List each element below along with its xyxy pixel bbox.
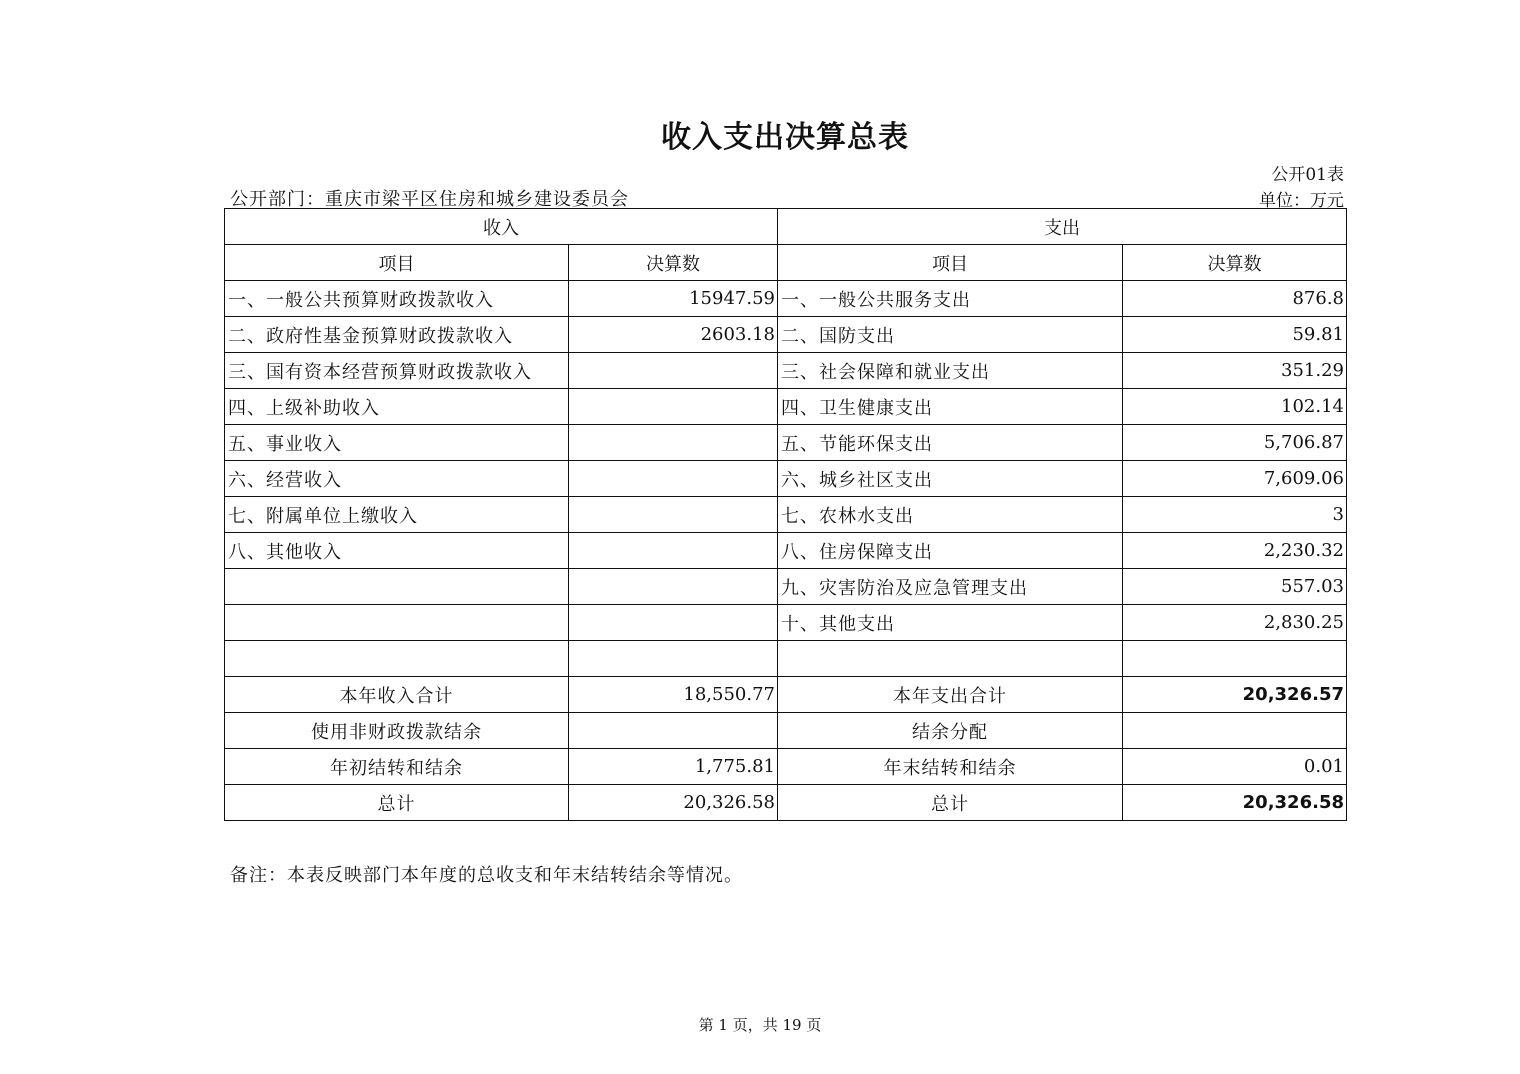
- table-row: [225, 389, 1347, 425]
- income-amount: [569, 461, 778, 497]
- table-row: [225, 641, 1347, 677]
- income-item: 八、其他收入: [225, 533, 569, 569]
- expense-amount: 557.03: [1123, 569, 1347, 605]
- expense-item: 三、社会保障和就业支出: [778, 353, 1123, 389]
- income-amount: [569, 533, 778, 569]
- expense-item: 七、农林水支出: [778, 497, 1123, 533]
- income-item: 七、附属单位上缴收入: [225, 497, 569, 533]
- page-title: 收入支出决算总表: [661, 120, 909, 155]
- income-amount: [569, 497, 778, 533]
- opening-balance-label: 年初结转和结余: [225, 749, 569, 785]
- income-amount: [569, 641, 778, 677]
- income-item: 二、政府性基金预算财政拨款收入: [225, 317, 569, 353]
- table-row: [225, 461, 1347, 497]
- section-header-row: [225, 209, 1347, 245]
- income-amount: [569, 605, 778, 641]
- income-amount-header: 决算数: [569, 245, 778, 281]
- income-item: 四、上级补助收入: [225, 389, 569, 425]
- income-grand-total-amount: 20,326.58: [569, 785, 778, 821]
- summary-row: [225, 785, 1347, 821]
- expense-item: 九、灾害防治及应急管理支出: [778, 569, 1123, 605]
- income-amount: 2603.18: [569, 317, 778, 353]
- expense-amount: 3: [1123, 497, 1347, 533]
- expense-item-header: 项目: [778, 245, 1123, 281]
- income-item: [225, 641, 569, 677]
- income-expense-table: [224, 208, 1347, 821]
- table-row: [225, 533, 1347, 569]
- expense-item: 五、节能环保支出: [778, 425, 1123, 461]
- table-note: 备注：本表反映部门本年度的总收支和年末结转结余等情况。: [230, 865, 743, 886]
- table-row: [225, 353, 1347, 389]
- expense-amount: 5,706.87: [1123, 425, 1347, 461]
- expense-section-header: 支出: [778, 209, 1347, 245]
- expense-total-amount: 20,326.57: [1123, 677, 1347, 713]
- expense-item: 六、城乡社区支出: [778, 461, 1123, 497]
- income-grand-total-label: 总计: [225, 785, 569, 821]
- income-item: 六、经营收入: [225, 461, 569, 497]
- expense-amount: 7,609.06: [1123, 461, 1347, 497]
- expense-amount: 59.81: [1123, 317, 1347, 353]
- balance-distribution-amount: [1123, 713, 1347, 749]
- expense-item: 一、一般公共服务支出: [778, 281, 1123, 317]
- income-total-label: 本年收入合计: [225, 677, 569, 713]
- expense-amount: [1123, 641, 1347, 677]
- income-item: 三、国有资本经营预算财政拨款收入: [225, 353, 569, 389]
- expense-total-label: 本年支出合计: [778, 677, 1123, 713]
- expense-amount-header: 决算数: [1123, 245, 1347, 281]
- closing-balance-label: 年末结转和结余: [778, 749, 1123, 785]
- income-amount: [569, 569, 778, 605]
- expense-amount: 2,830.25: [1123, 605, 1347, 641]
- expense-amount: 2,230.32: [1123, 533, 1347, 569]
- table-row: [225, 425, 1347, 461]
- income-item: [225, 569, 569, 605]
- non-fiscal-balance-amount: [569, 713, 778, 749]
- expense-item: 二、国防支出: [778, 317, 1123, 353]
- page-number: 第 1 页，共 19 页: [698, 1016, 822, 1034]
- income-item: 一、一般公共预算财政拨款收入: [225, 281, 569, 317]
- income-item-header: 项目: [225, 245, 569, 281]
- expense-grand-total-amount: 20,326.58: [1123, 785, 1347, 821]
- expense-item: [778, 641, 1123, 677]
- income-section-header: 收入: [225, 209, 778, 245]
- expense-item: 四、卫生健康支出: [778, 389, 1123, 425]
- expense-item: 十、其他支出: [778, 605, 1123, 641]
- expense-amount: 102.14: [1123, 389, 1347, 425]
- income-amount: [569, 389, 778, 425]
- balance-distribution-label: 结余分配: [778, 713, 1123, 749]
- income-amount: [569, 353, 778, 389]
- income-item: [225, 605, 569, 641]
- expense-item: 八、住房保障支出: [778, 533, 1123, 569]
- summary-row: [225, 713, 1347, 749]
- table-row: [225, 605, 1347, 641]
- table-row: [225, 317, 1347, 353]
- income-amount: [569, 425, 778, 461]
- table-row: [225, 569, 1347, 605]
- non-fiscal-balance-label: 使用非财政拨款结余: [225, 713, 569, 749]
- expense-amount: 876.8: [1123, 281, 1347, 317]
- unit-label: 单位：万元: [1259, 191, 1344, 211]
- summary-row: [225, 749, 1347, 785]
- expense-grand-total-label: 总计: [778, 785, 1123, 821]
- summary-row: [225, 677, 1347, 713]
- income-item: 五、事业收入: [225, 425, 569, 461]
- expense-amount: 351.29: [1123, 353, 1347, 389]
- column-header-row: [225, 245, 1347, 281]
- opening-balance-amount: 1,775.81: [569, 749, 778, 785]
- table-row: [225, 497, 1347, 533]
- table-row: [225, 281, 1347, 317]
- department-label: 公开部门：重庆市梁平区住房和城乡建设委员会: [230, 189, 629, 210]
- closing-balance-amount: 0.01: [1123, 749, 1347, 785]
- income-amount: 15947.59: [569, 281, 778, 317]
- income-total-amount: 18,550.77: [569, 677, 778, 713]
- form-code: 公开01表: [1271, 165, 1344, 185]
